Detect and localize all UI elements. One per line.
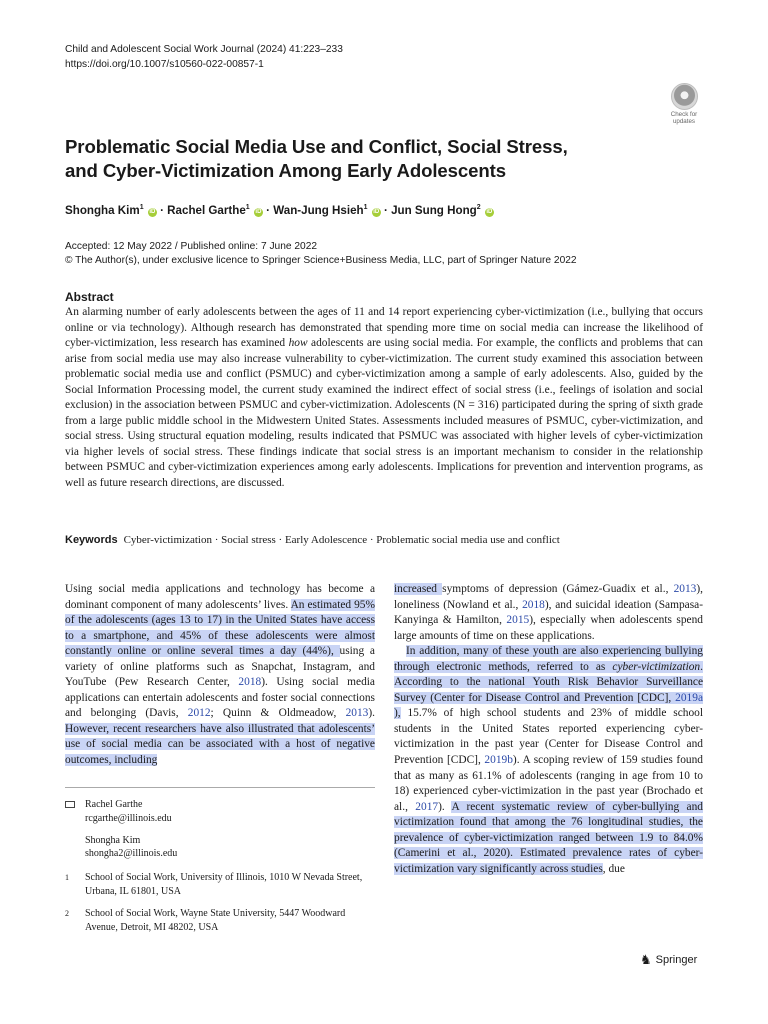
body-right-column [394,582,703,877]
journal-header [65,42,343,72]
highlight: A recent systematic review of cyber-bullying and victimization found that among the 76 longitudinal studies, the prevalence of cyber-victimization ranged between 1.9 to 84.0% (Camerini et al., 2020). Estimated prevalence rates of cyber-victimization vary significantly across studies [394,800,703,875]
footnotes [65,798,375,934]
citation-link[interactable]: 2017 [415,800,439,813]
citation-link[interactable]: 2015 [506,614,530,627]
check-updates-icon [671,83,698,110]
affiliation-number: 2 [65,908,69,918]
publisher-logo [640,952,697,968]
citation-link[interactable]: 2019b [484,754,513,767]
copyright-line: © The Author(s), under exclusive licence to Springer Science+Business Media, LLC, part of Springer Nature 2022 [65,255,577,266]
orcid-icon[interactable]: iD [149,209,156,215]
affiliation-number: 1 [65,873,69,883]
abstract-text: An alarming number of early adolescents between the ages of 11 and 14 report experiencing cyber-victimization (i.e., bullying that occurs online or via technology). Although research has demonstrated that spending more time on social media can increase the likelihood of cyber-victimization, less research has examined how adolescents are using social media. For example, the conflicts and problems that can arise from social media use may also increase vulnerability to cyber-victimization. The current study examined this association between problematic social media use and conflict (PSMUC) and cyber-victimization among a sample of early adolescents. Also, guided by the Social Information Processing model, the current study examined the indirect effect of social stress (i.e., feelings of isolation and social exclusion) in the association between PSMUC and cyber-victimization. Adolescents (N = 316) participated during the spring of sixth grade from a large public middle school in the Midwestern United States. Assessments included measures of PSMUC, cyber-victimization, and social stress. Using structural equation modeling, results indicated that PSMUC was associated with higher levels of cyber-victimization via higher levels of social stress. These findings indicate that social stress is an important mechanism to consider in the relationship between PSMUC and cyber-victimization experiences among early adolescents. Implications for prevention and intervention programs, as well as future research directions, are discussed. [65,306,703,490]
paragraph: In addition, many of these youth are also experiencing bullying through electronic methods, referred to as cyber-victimization. According to the national Youth Risk Behavior Surveillance Survey (Center for Disease Control and Prevention [CDC], 2019a ), 15.7% of high school students and 23% of middle school students in the United States reported experiencing cyber-victimization in the past year (Center for Disease Control and Prevention [CDC], 2019b). A scoping review of 159 studies found that as many as 61.1% of adolescents (ranging in age from 10 to 18) experienced cyber-victimization in the past year (Brochado et al., 2017). A recent systematic review of cyber-bullying and victimization found that among the 76 longitudinal studies, the prevalence of cyber-victimization ranged between 1.9 to 84.0% (Camerini et al., 2020). Estimated prevalence rates of cyber-victimization vary significantly across studies, due [394,645,703,875]
check-badge-line-1: Check for [670,111,698,118]
highlight: increased [394,583,443,595]
corresponding-author: Rachel Garthe [85,799,143,810]
journal-citation: Child and Adolescent Social Work Journal (2024) 41:223–233 [65,44,343,55]
affiliation-1: School of Social Work, University of Illinois, 1010 W Nevada Street, Urbana, IL 61801, USA [85,872,363,897]
citation-link[interactable]: 2013 [673,583,697,595]
author-name[interactable]: Jun Sung Hong [391,204,477,217]
affiliation-2: School of Social Work, Wayne State University, 5447 Woodward Avenue, Detroit, MI 48202, USA [85,907,346,933]
citation-link[interactable]: 2013 [345,707,369,720]
affiliation-marker: 1 [363,204,368,212]
author-list: Shongha Kim$^1$ iD · Rachel Garthe$^1$ iD · Wan-Jung Hsieh$^1$ iD · Jun Sung Hong$^2$ iD [65,204,493,217]
envelope-icon [65,801,75,808]
article-title: Problematic Social Media Use and Conflict, Social Stress, and Cyber-Victimization Among Early Adolescents [65,136,568,181]
keywords-label: Keywords [65,534,118,546]
publication-dates [65,240,577,268]
keywords [65,534,560,546]
second-email[interactable]: shongha2@illinois.edu [85,848,178,860]
check-for-updates-badge[interactable] [663,83,705,125]
publisher-name: Springer [655,954,698,966]
affiliation-marker: 2 [476,204,481,212]
highlight: However, recent researchers have also illustrated that adolescents’ use of social media can be associated with a host of negative outcomes, including [65,722,375,767]
citation-link[interactable]: 2012 [187,707,211,720]
orcid-icon[interactable]: iD [486,209,493,215]
paragraph: increased symptoms of depression (Gámez-Guadix et al., 2013), loneliness (Nowland et al., 2018), and suicidal ideation (Sampasa-Kanyinga & Hamilton, 2015), especially when adolescents spend large amounts of time on these applications. [394,583,703,642]
springer-horse-icon: ♞ [640,952,652,967]
citation-link[interactable]: 2019a [675,691,703,704]
affiliation-marker: 1 [245,204,250,212]
author-name[interactable]: Shongha Kim [65,204,140,217]
affiliation-marker: 1 [139,204,144,212]
accepted-published: Accepted: 12 May 2022 / Published online: 7 June 2022 [65,241,318,252]
citation-link[interactable]: 2018 [238,676,262,689]
citation-link[interactable]: 2018 [522,598,545,611]
check-badge-line-2: updates [672,118,696,125]
doi-link[interactable]: https://doi.org/10.1007/s10560-022-00857-1 [65,59,264,70]
footnote-divider [65,787,375,788]
author-name[interactable]: Wan-Jung Hsieh [273,204,364,217]
highlight: An estimated 95% of the adolescents (ages 13 to 17) in the United States have access to a smartphone, and 45% of these adolescents were almost constantly online or online several times a day (44%), [65,598,375,658]
highlight: In addition, many of these youth are also experiencing bullying through electronic methods, referred to as cyber-victimization. According to the national Youth Risk Behavior Surveillance Survey (Center for Disease Control and Prevention [CDC], 2019a ), [394,645,703,720]
keywords-list: Cyber-victimization · Social stress · Early Adolescence · Problematic social media use and conflict [123,534,560,546]
author-name[interactable]: Rachel Garthe [167,204,246,217]
body-left-column: Using social media applications and technology has become a dominant component of many adolescents’ lives. An estimated 95% of the adolescents (ages 13 to 17) in the United States have access to a smartphone, and 45% of these adolescents were almost constantly online or online several times a day (44%), using a variety of online platforms such as Snapchat, Instagram, and YouTube (Pew Research Center, 2018). Using social media applications can entertain adolescents and foster social connections and belonging (Davis, 2012; Quinn & Oldmeadow, 2013). However, recent researchers have also illustrated that adolescents’ use of social media can be associated with a host of negative outcomes, including [65,583,375,767]
orcid-icon[interactable]: iD [373,209,380,215]
second-author: Shongha Kim [85,834,141,846]
corresponding-email[interactable]: rcgarthe@illinois.edu [85,812,172,824]
abstract-heading: Abstract [65,290,114,304]
orcid-icon[interactable]: iD [255,209,262,215]
